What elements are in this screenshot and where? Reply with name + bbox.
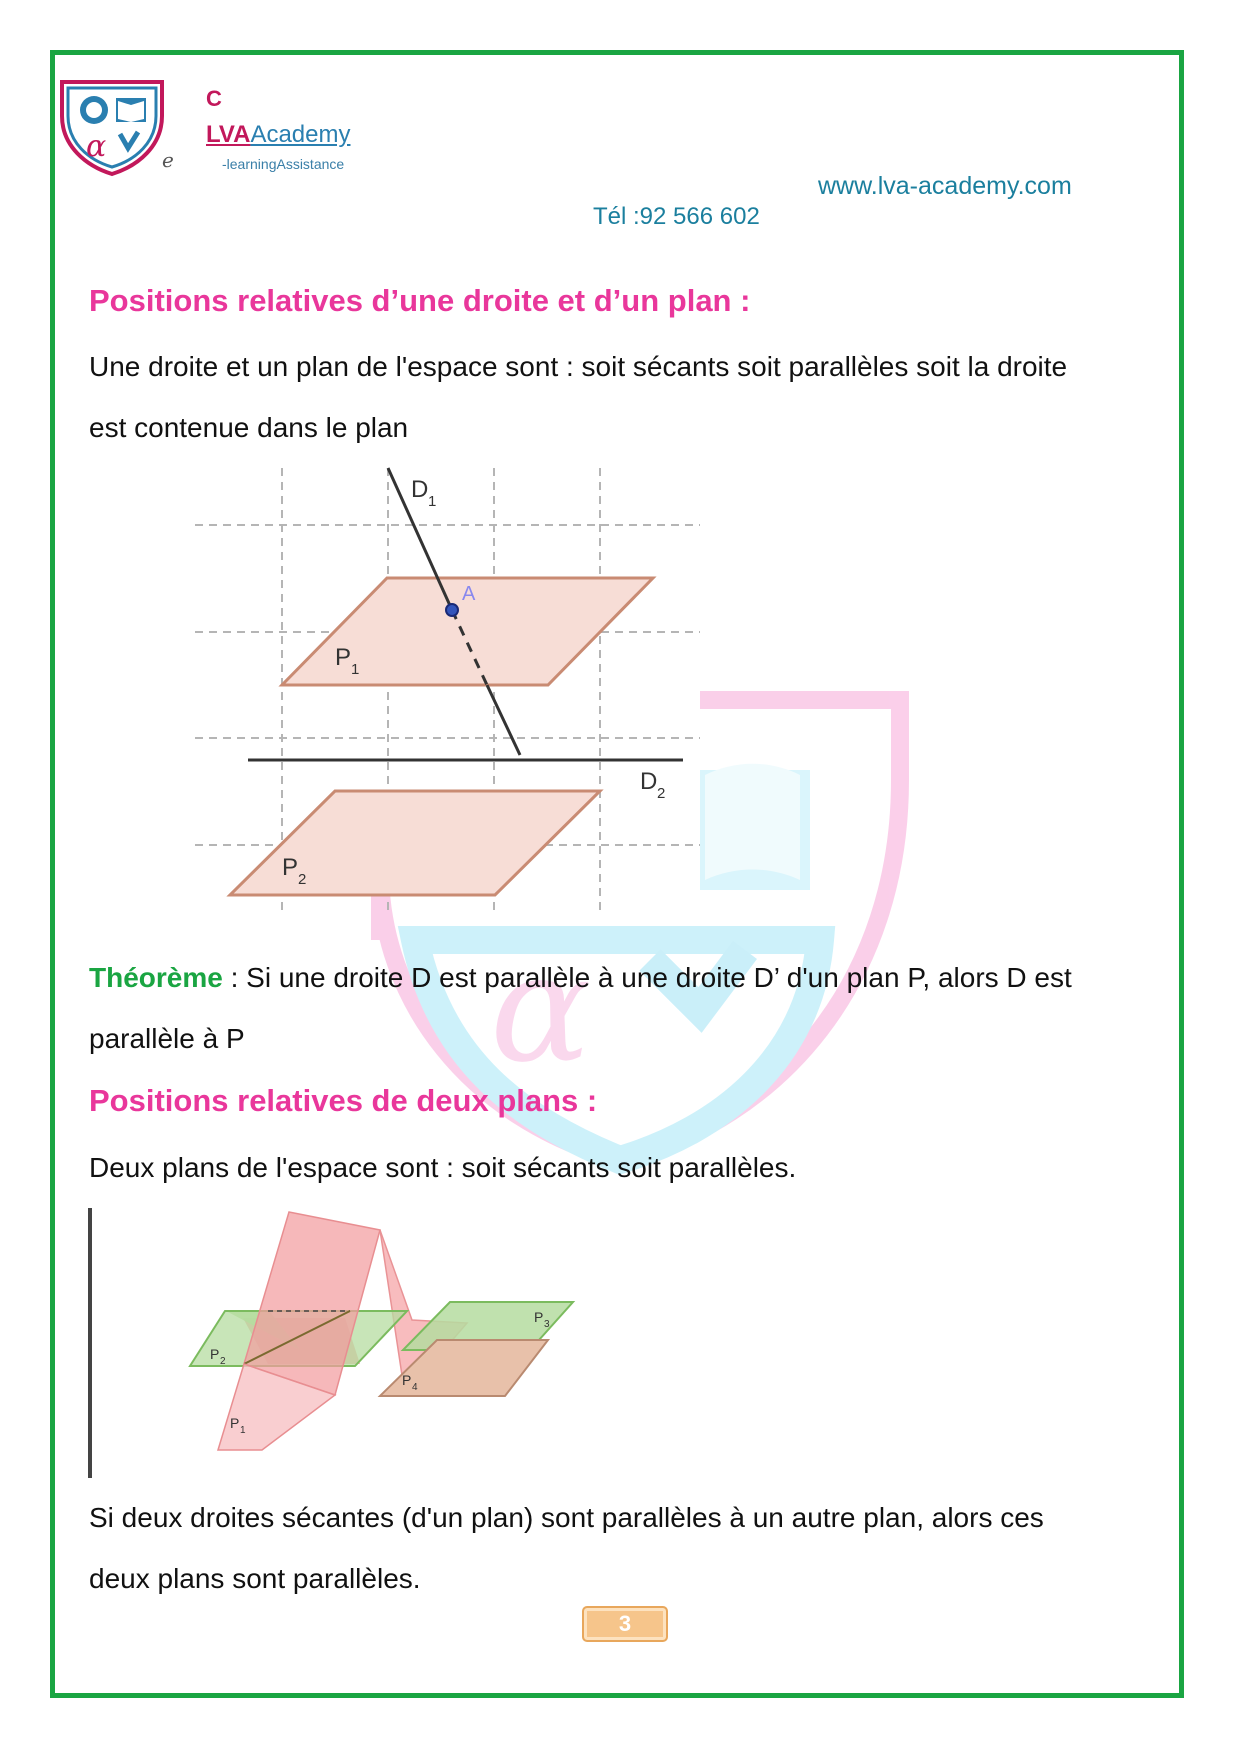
svg-text:α: α [490, 922, 592, 1096]
brand-subtitle: -learningAssistance [222, 156, 345, 172]
label2-p2: P [210, 1346, 220, 1362]
section1-heading: Positions relatives d’une droite et d’un plan : [89, 283, 751, 318]
label2-p3: P [534, 1309, 544, 1325]
website-link[interactable]: www.lva-academy.com [818, 172, 1072, 200]
closing-line1: Si deux droites sécantes (d'un plan) sont parallèles à un autre plan, alors ces [89, 1502, 1044, 1533]
label-d1-sub: 1 [428, 493, 437, 510]
label-d2: D [640, 768, 658, 795]
brand-e: e [162, 148, 174, 172]
label-d2-sub: 2 [657, 785, 666, 802]
label-p2-sub: 2 [298, 871, 307, 888]
label2-p1-sub: 1 [240, 1425, 246, 1436]
label2-p4-sub: 4 [412, 1382, 418, 1393]
theorem-line2: parallèle à P [89, 1023, 245, 1054]
section2-heading: Positions relatives de deux plans : [89, 1083, 598, 1118]
section2-para: Deux plans de l'espace sont : soit sécants soit parallèles. [89, 1152, 797, 1183]
label-p1: P [335, 644, 352, 671]
brand-letter: C [206, 86, 222, 111]
svg-text:α: α [86, 129, 107, 164]
label2-p3-sub: 3 [544, 1319, 550, 1330]
label2-p1: P [230, 1415, 240, 1431]
label2-p2-sub: 2 [220, 1356, 226, 1367]
section1-para-line2: est contenue dans le plan [89, 412, 409, 443]
label-d1: D [411, 476, 429, 503]
closing-line2: deux plans sont parallèles. [89, 1563, 421, 1594]
label-p1-sub: 1 [351, 661, 360, 678]
phone-number: Tél :92 566 602 [593, 203, 760, 230]
page-number-badge: 3 [582, 1606, 668, 1642]
theorem-label: Théorème [89, 962, 223, 993]
section1-para-line1: Une droite et un plan de l'espace sont : soit sécants soit parallèles soit la droite [89, 351, 1068, 382]
label2-p4: P [402, 1372, 412, 1388]
label-p2: P [282, 854, 299, 881]
brand-academy: Academy [250, 121, 351, 148]
brand-lva: LVA [206, 121, 251, 148]
theorem-text-line1: : Si une droite D est parallèle à une droite D’ d'un plan P, alors D est [222, 962, 1072, 993]
label-a: A [462, 583, 476, 605]
